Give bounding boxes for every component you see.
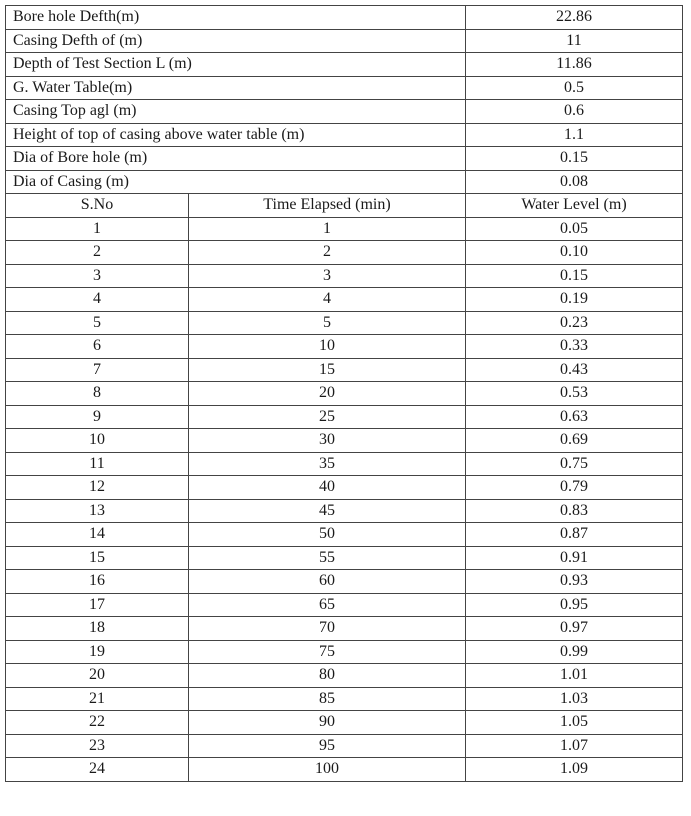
table-row (6, 358, 683, 382)
cell-water-level: 1.09 (466, 758, 683, 782)
table-row (6, 664, 683, 688)
cell-sno: 20 (6, 664, 189, 688)
cell-time-elapsed: 100 (189, 758, 466, 782)
table-row (6, 217, 683, 241)
cell-sno: 19 (6, 640, 189, 664)
cell-water-level: 0.87 (466, 523, 683, 547)
table-body (6, 6, 683, 782)
cell-water-level: 1.01 (466, 664, 683, 688)
table-row (6, 570, 683, 594)
cell-time-elapsed: 3 (189, 264, 466, 288)
cell-time-elapsed: 45 (189, 499, 466, 523)
cell-water-level: 1.03 (466, 687, 683, 711)
cell-time-elapsed: 85 (189, 687, 466, 711)
cell-time-elapsed: 15 (189, 358, 466, 382)
cell-water-level: 0.95 (466, 593, 683, 617)
table-row (6, 288, 683, 312)
table-row (6, 429, 683, 453)
cell-water-level: 0.15 (466, 264, 683, 288)
table-row (6, 640, 683, 664)
cell-sno: 4 (6, 288, 189, 312)
parameter-value: 22.86 (466, 6, 683, 30)
parameter-label: Height of top of casing above water table (m) (6, 123, 466, 147)
parameter-row (6, 29, 683, 53)
header-water-level: Water Level (m) (466, 194, 683, 218)
readings-header-row (6, 194, 683, 218)
cell-time-elapsed: 70 (189, 617, 466, 641)
cell-time-elapsed: 30 (189, 429, 466, 453)
cell-water-level: 0.19 (466, 288, 683, 312)
parameter-value: 0.5 (466, 76, 683, 100)
parameter-value: 1.1 (466, 123, 683, 147)
cell-sno: 13 (6, 499, 189, 523)
cell-time-elapsed: 90 (189, 711, 466, 735)
parameter-value: 0.15 (466, 147, 683, 171)
cell-time-elapsed: 60 (189, 570, 466, 594)
cell-sno: 2 (6, 241, 189, 265)
header-time-elapsed: Time Elapsed (min) (189, 194, 466, 218)
cell-sno: 7 (6, 358, 189, 382)
cell-water-level: 0.43 (466, 358, 683, 382)
cell-water-level: 0.99 (466, 640, 683, 664)
table-row (6, 687, 683, 711)
parameter-row (6, 53, 683, 77)
cell-sno: 3 (6, 264, 189, 288)
cell-water-level: 0.75 (466, 452, 683, 476)
cell-time-elapsed: 20 (189, 382, 466, 406)
table-row (6, 264, 683, 288)
parameter-value: 0.08 (466, 170, 683, 194)
parameter-label: Casing Top agl (m) (6, 100, 466, 124)
cell-sno: 8 (6, 382, 189, 406)
cell-water-level: 0.53 (466, 382, 683, 406)
parameter-row (6, 76, 683, 100)
parameter-label: Depth of Test Section L (m) (6, 53, 466, 77)
parameter-row (6, 123, 683, 147)
cell-sno: 12 (6, 476, 189, 500)
cell-time-elapsed: 65 (189, 593, 466, 617)
cell-sno: 18 (6, 617, 189, 641)
cell-sno: 14 (6, 523, 189, 547)
parameter-label: G. Water Table(m) (6, 76, 466, 100)
table-row (6, 499, 683, 523)
parameter-label: Dia of Bore hole (m) (6, 147, 466, 171)
table-row (6, 335, 683, 359)
parameter-label: Casing Defth of (m) (6, 29, 466, 53)
cell-time-elapsed: 95 (189, 734, 466, 758)
cell-sno: 22 (6, 711, 189, 735)
parameter-label: Bore hole Defth(m) (6, 6, 466, 30)
parameter-label: Dia of Casing (m) (6, 170, 466, 194)
cell-sno: 5 (6, 311, 189, 335)
parameter-row (6, 6, 683, 30)
parameter-row (6, 147, 683, 171)
cell-water-level: 0.93 (466, 570, 683, 594)
cell-time-elapsed: 75 (189, 640, 466, 664)
table-row (6, 452, 683, 476)
cell-time-elapsed: 10 (189, 335, 466, 359)
cell-water-level: 0.10 (466, 241, 683, 265)
parameter-row (6, 100, 683, 124)
parameter-row (6, 170, 683, 194)
parameter-value: 11 (466, 29, 683, 53)
cell-sno: 21 (6, 687, 189, 711)
cell-sno: 15 (6, 546, 189, 570)
table-row (6, 382, 683, 406)
cell-water-level: 0.63 (466, 405, 683, 429)
cell-sno: 10 (6, 429, 189, 453)
cell-water-level: 0.91 (466, 546, 683, 570)
cell-water-level: 0.83 (466, 499, 683, 523)
header-sno: S.No (6, 194, 189, 218)
cell-sno: 24 (6, 758, 189, 782)
table-row (6, 711, 683, 735)
table-row (6, 734, 683, 758)
cell-time-elapsed: 4 (189, 288, 466, 312)
cell-water-level: 0.23 (466, 311, 683, 335)
table-row (6, 476, 683, 500)
cell-time-elapsed: 80 (189, 664, 466, 688)
table-row (6, 617, 683, 641)
cell-time-elapsed: 50 (189, 523, 466, 547)
parameter-value: 11.86 (466, 53, 683, 77)
table-row (6, 758, 683, 782)
cell-sno: 17 (6, 593, 189, 617)
table-row (6, 546, 683, 570)
table-row (6, 311, 683, 335)
cell-sno: 9 (6, 405, 189, 429)
cell-water-level: 0.79 (466, 476, 683, 500)
permeability-test-table (5, 5, 683, 782)
cell-time-elapsed: 35 (189, 452, 466, 476)
cell-time-elapsed: 2 (189, 241, 466, 265)
parameter-value: 0.6 (466, 100, 683, 124)
cell-time-elapsed: 40 (189, 476, 466, 500)
cell-water-level: 1.05 (466, 711, 683, 735)
cell-time-elapsed: 25 (189, 405, 466, 429)
cell-sno: 16 (6, 570, 189, 594)
cell-time-elapsed: 5 (189, 311, 466, 335)
cell-time-elapsed: 55 (189, 546, 466, 570)
cell-water-level: 0.05 (466, 217, 683, 241)
cell-water-level: 0.33 (466, 335, 683, 359)
table-row (6, 241, 683, 265)
table-row (6, 405, 683, 429)
cell-sno: 6 (6, 335, 189, 359)
cell-sno: 11 (6, 452, 189, 476)
cell-water-level: 1.07 (466, 734, 683, 758)
cell-water-level: 0.97 (466, 617, 683, 641)
cell-sno: 1 (6, 217, 189, 241)
table-row (6, 523, 683, 547)
cell-time-elapsed: 1 (189, 217, 466, 241)
cell-sno: 23 (6, 734, 189, 758)
cell-water-level: 0.69 (466, 429, 683, 453)
table-row (6, 593, 683, 617)
